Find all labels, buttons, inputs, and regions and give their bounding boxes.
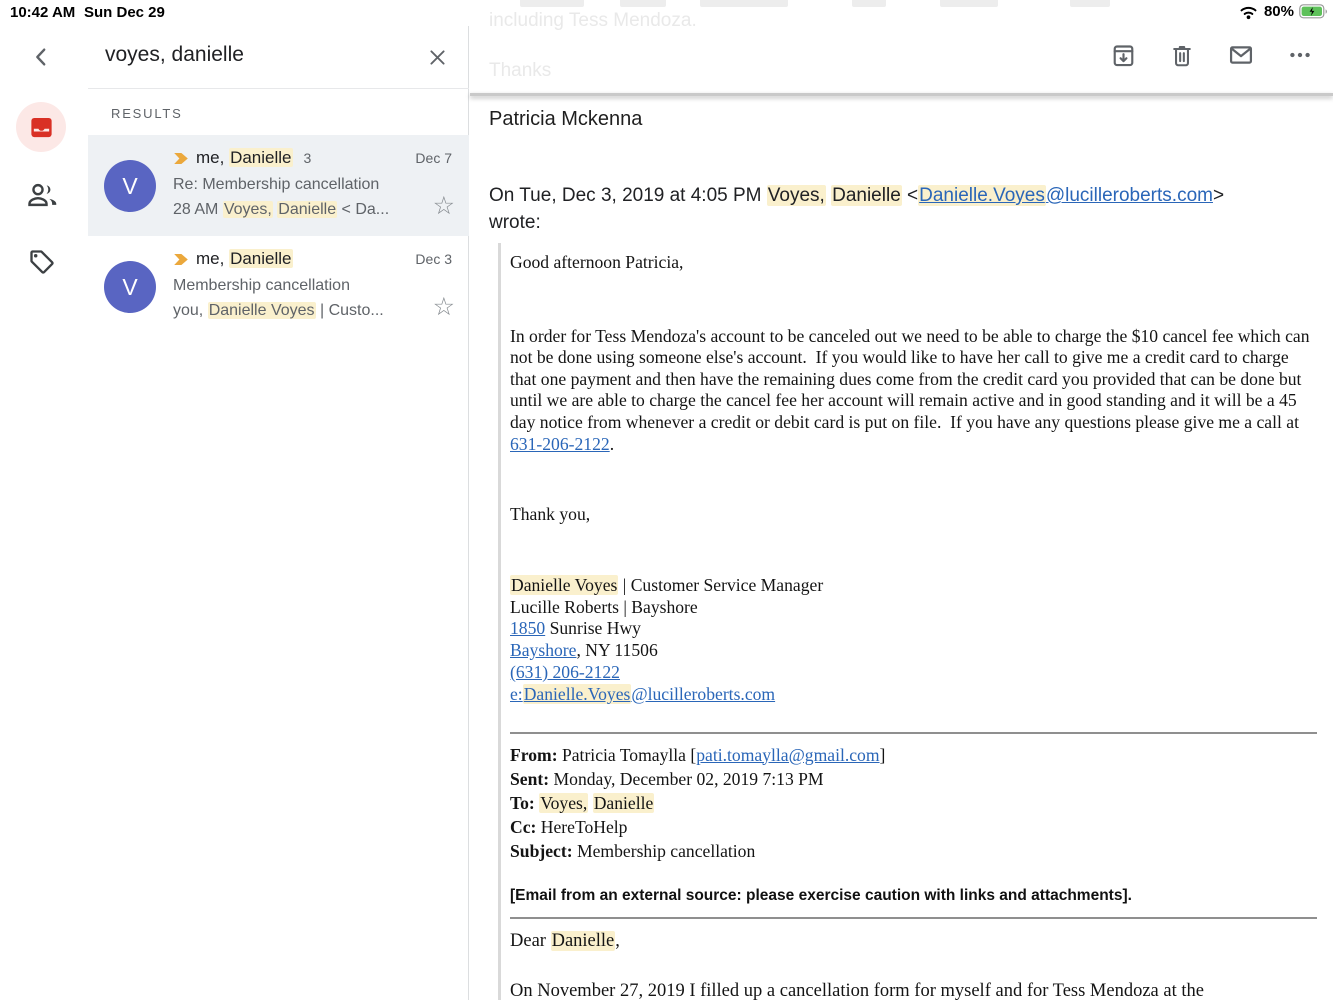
star-icon[interactable]: ☆: [432, 292, 455, 321]
mark-unread-icon[interactable]: [1226, 40, 1256, 70]
labels-icon[interactable]: [28, 248, 56, 276]
header-divider: [470, 93, 1333, 96]
to-line: To: Voyes, Danielle: [510, 792, 654, 813]
signature-line: Bayshore, NY 11506: [510, 640, 658, 661]
clipped-body-line: On November 27, 2019 I filled up a cancellation form for myself and for Tess Mendoza at the: [510, 980, 1204, 1000]
inbox-icon[interactable]: [16, 102, 66, 152]
quote-divider: [510, 732, 1317, 734]
message-toolbar: [1108, 40, 1315, 70]
quote-attribution: On Tue, Dec 3, 2019 at 4:05 PM Voyes, Danielle <Danielle.Voyes@lucilleroberts.com> wrote:: [489, 185, 1225, 233]
contacts-icon[interactable]: [26, 179, 58, 211]
cc-line: Cc: HereToHelp: [510, 817, 628, 838]
back-button[interactable]: [26, 42, 56, 72]
avatar[interactable]: V: [104, 160, 156, 212]
search-results-panel: [0, 26, 469, 1000]
forwarded-headers: [510, 743, 1317, 864]
signature-line: 1850 Sunrise Hwy: [510, 618, 641, 639]
clear-search-icon[interactable]: [422, 42, 452, 72]
city-link[interactable]: Bayshore: [510, 640, 577, 661]
subject-line: Subject: Membership cancellation: [510, 841, 756, 862]
sender-line: me, Danielle: [173, 249, 409, 269]
external-source-warning: [Email from an external source: please exercise caution with links and attachments].: [510, 886, 1132, 904]
status-time: 10:42 AM: [10, 4, 76, 21]
importance-marker-icon[interactable]: [173, 253, 190, 266]
email-list-item-1[interactable]: [88, 135, 469, 236]
snippet-line: 28 AM Voyes, Danielle < Da...: [173, 201, 390, 218]
phone-link[interactable]: 631-206-2122: [510, 433, 610, 454]
results-list: [88, 88, 469, 1000]
body-paragraph: In order for Tess Mendoza's account to be canceled out we need to be able to charge the $10 cancel fee which can not be done using someone else's account. If you would like to have her call to give me a credit card to charge that one payment and then have the remaining dues come from the credit card you provided that can be done but until we are able to charge the cancel fee her account will remain active and in good standing and it will be a 45 day notice from whenever a credit or debit card is put on file. If you have any questions please give me a call at 631-206-2122.: [510, 325, 1314, 454]
date-label: Dec 7: [415, 150, 452, 166]
signature-line: [510, 684, 1317, 706]
delete-icon[interactable]: [1167, 40, 1197, 70]
message-sender-name: Patricia Mckenna: [489, 108, 643, 130]
status-date: Sun Dec 29: [84, 4, 165, 21]
battery-percent: 80%: [1263, 3, 1294, 20]
date-label: Dec 3: [415, 251, 452, 267]
reply-greeting: Dear Danielle,: [510, 930, 620, 951]
thread-count: 3: [303, 150, 312, 166]
signature-block: [510, 575, 1317, 706]
wifi-icon: [1238, 4, 1259, 20]
from-line: From: Patricia Tomaylla [pati.tomaylla@gmail.com]: [510, 744, 886, 765]
battery-charging-icon: [1299, 4, 1329, 19]
phone-link[interactable]: (631) 206-2122: [510, 661, 620, 682]
search-bar: [0, 26, 469, 88]
greeting: Good afternoon Patricia,: [510, 252, 684, 272]
faded-previous-message-line: including Tess Mendoza.: [489, 10, 697, 31]
signature-line: Lucille Roberts | Bayshore: [510, 596, 698, 617]
subject-line: Membership cancellation: [173, 277, 350, 294]
email-list-item-2[interactable]: [88, 236, 469, 340]
importance-marker-icon[interactable]: [173, 152, 190, 165]
search-input[interactable]: voyes, danielle: [105, 43, 244, 66]
folder-rail: [0, 88, 88, 1000]
archive-icon[interactable]: [1108, 40, 1138, 70]
avatar[interactable]: V: [104, 261, 156, 313]
signature-line: Danielle Voyes | Customer Service Manager: [511, 574, 824, 595]
subject-line: Re: Membership cancellation: [173, 176, 380, 193]
faded-previous-message-line: Thanks: [489, 60, 552, 81]
sent-line: Sent: Monday, December 02, 2019 7:13 PM: [510, 768, 824, 789]
signature-line: [510, 662, 1317, 684]
address-link[interactable]: 1850: [510, 618, 546, 639]
quoted-email: [498, 243, 1317, 1000]
more-options-icon[interactable]: [1285, 40, 1315, 70]
from-email-link[interactable]: pati.tomaylla@gmail.com: [696, 744, 880, 765]
snippet-line: you, Danielle Voyes | Custo...: [173, 302, 384, 319]
email-view-panel: [470, 0, 1333, 1000]
email-link[interactable]: e:Danielle.Voyes@lucilleroberts.com: [510, 683, 776, 704]
results-header: RESULTS: [111, 106, 183, 121]
sender-line: me, Danielle 3: [173, 148, 409, 168]
status-bar: [0, 0, 1333, 26]
quote-divider: [510, 917, 1317, 919]
star-icon[interactable]: ☆: [432, 191, 455, 220]
sender-email-link[interactable]: Danielle.Voyes@lucilleroberts.com: [919, 185, 1213, 206]
closing: Thank you,: [510, 504, 591, 525]
